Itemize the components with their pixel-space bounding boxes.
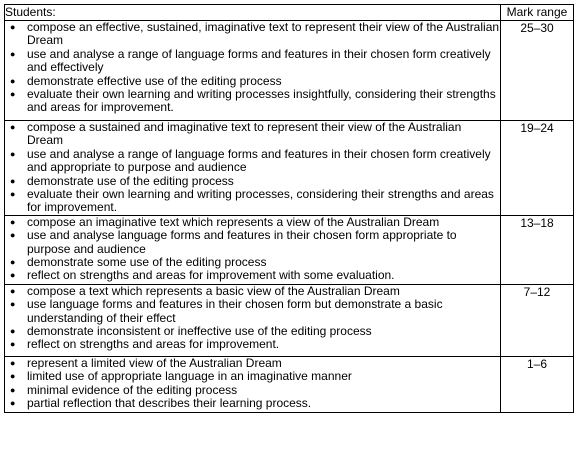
list-item: [5, 384, 500, 397]
list-item: [5, 370, 500, 383]
mark-range-header: Mark range: [501, 5, 574, 21]
list-item: [5, 175, 500, 188]
list-item: [5, 269, 500, 282]
list-item: [5, 256, 500, 269]
criterion-text: evaluate their own learning and writing processes, considering their strengths and areas for improvement.: [27, 187, 494, 215]
list-item: [5, 229, 500, 256]
criterion-text: demonstrate inconsistent or ineffective use of the editing process: [27, 324, 372, 339]
bullet-icon: ●: [10, 175, 16, 186]
list-item: [5, 148, 500, 175]
list-item: [5, 48, 500, 75]
bullet-icon: ●: [10, 89, 16, 100]
bullet-icon: ●: [10, 230, 16, 241]
criteria-list: [5, 357, 500, 411]
criterion-text: reflect on strengths and areas for improvement with some evaluation.: [27, 268, 395, 283]
criterion-text: demonstrate use of the editing process: [27, 173, 234, 188]
list-item: [5, 357, 500, 370]
list-item: [5, 88, 500, 115]
mark-range-cell: 19–24: [501, 121, 574, 216]
list-item: [5, 325, 500, 338]
bullet-icon: ●: [10, 339, 16, 350]
mark-range-cell: 13–18: [501, 215, 574, 284]
criteria-list: [5, 285, 500, 352]
table-row: [5, 215, 574, 284]
criterion-text: compose a text which represents a basic view of the Australian Dream: [27, 283, 400, 298]
bullet-icon: ●: [10, 299, 16, 310]
mark-range-cell: 7–12: [501, 284, 574, 356]
bullet-icon: ●: [10, 326, 16, 337]
bullet-icon: ●: [10, 270, 16, 281]
criterion-text: limited use of appropriate language in an imaginative manner: [27, 369, 352, 384]
rubric-bands: [5, 21, 574, 413]
table-row: [5, 121, 574, 216]
bullet-icon: ●: [10, 75, 16, 86]
list-item: [5, 298, 500, 325]
table-row: [5, 21, 574, 121]
criterion-text: evaluate their own learning and writing processes insightfully, considering their strengths and areas for improvement.: [27, 87, 496, 115]
header-row: [5, 5, 574, 21]
list-item: [5, 75, 500, 88]
criterion-text: demonstrate some use of the editing process: [27, 255, 267, 270]
criterion-text: compose an effective, sustained, imaginative text to represent their view of the Australian Dream: [27, 20, 500, 48]
bullet-icon: ●: [10, 257, 16, 268]
criterion-text: use and analyse a range of language forms and features in their chosen form creatively and effectively: [27, 46, 491, 75]
bullet-icon: ●: [10, 371, 16, 382]
list-item: [5, 338, 500, 351]
table-row: [5, 356, 574, 412]
criterion-text: represent a limited view of the Australian Dream: [27, 355, 282, 370]
marking-rubric-table: [4, 4, 574, 413]
bullet-icon: ●: [10, 189, 16, 200]
bullet-icon: ●: [10, 398, 16, 409]
bullet-icon: ●: [10, 384, 16, 395]
list-item: [5, 188, 500, 215]
bullet-icon: ●: [10, 357, 16, 368]
table-row: [5, 284, 574, 356]
bullet-icon: ●: [10, 122, 16, 132]
mark-range-cell: 25–30: [501, 21, 574, 121]
criterion-text: reflect on strengths and areas for improvement.: [27, 337, 280, 352]
criterion-text: compose an imaginative text which represents a view of the Australian Dream: [27, 214, 440, 229]
criterion-text: use and analyse language forms and features in their chosen form appropriate to purpose and audience: [27, 228, 457, 256]
mark-range-cell: 1–6: [501, 356, 574, 412]
criteria-cell: [5, 284, 501, 356]
criteria-cell: [5, 21, 501, 121]
criterion-text: compose a sustained and imaginative text to represent their view of the Australian Dream: [27, 120, 462, 148]
list-item: [5, 397, 500, 410]
bullet-icon: ●: [10, 216, 16, 227]
bullet-icon: ●: [10, 48, 16, 59]
list-item: [5, 216, 500, 229]
criteria-list: [5, 121, 500, 215]
list-item: [5, 121, 500, 148]
criterion-text: use and analyse a range of language forms and features in their chosen form creatively and appropriate to purpose and audience: [27, 146, 491, 175]
bullet-icon: ●: [10, 285, 16, 296]
list-item: [5, 285, 500, 298]
criterion-text: demonstrate effective use of the editing process: [27, 73, 282, 88]
criterion-text: use language forms and features in their chosen form but demonstrate a basic understanding of their effect: [27, 297, 443, 325]
criteria-cell: [5, 121, 501, 216]
bullet-icon: ●: [10, 148, 16, 159]
criteria-list: [5, 21, 500, 115]
students-header: Students:: [5, 5, 501, 21]
criterion-text: partial reflection that describes their learning process.: [27, 396, 312, 411]
criteria-list: [5, 216, 500, 283]
bullet-icon: ●: [10, 22, 16, 32]
criteria-cell: [5, 356, 501, 412]
list-item: [5, 21, 500, 48]
criteria-cell: [5, 215, 501, 284]
criterion-text: minimal evidence of the editing process: [27, 382, 238, 397]
